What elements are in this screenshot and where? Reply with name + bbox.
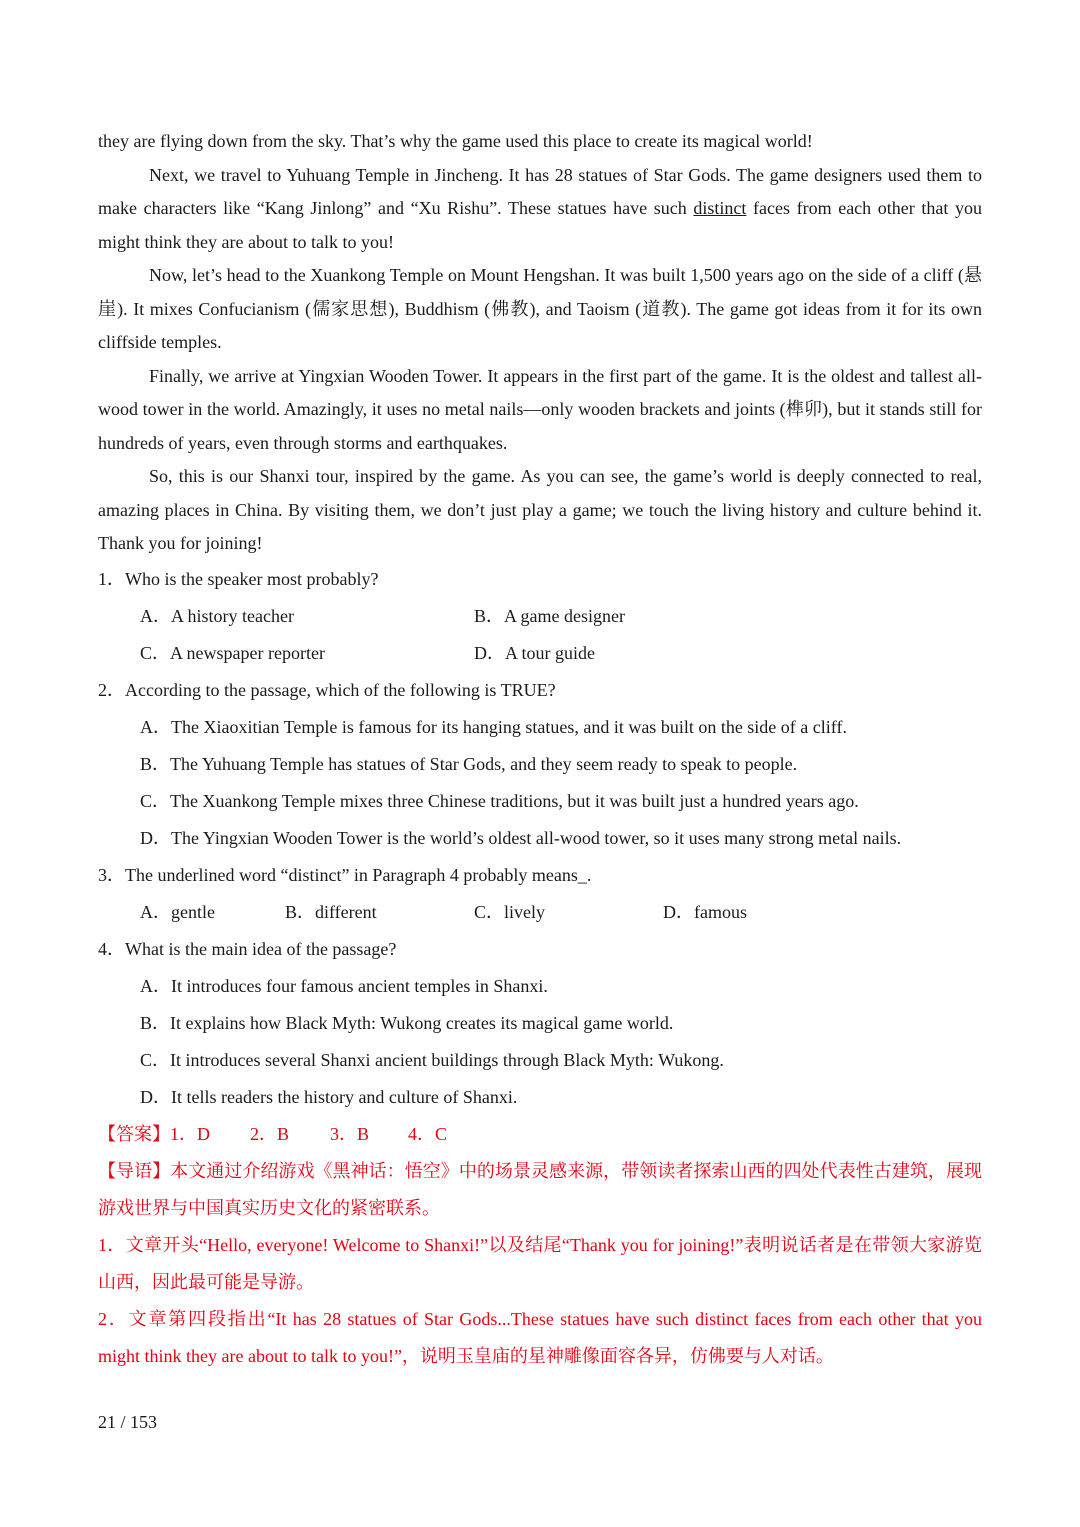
paragraph-text: Next, we travel to Yuhuang Temple in Jincheng. It has 28 statues of Star Gods. The game designers used them to make characters like “Kang Jinlong” and “Xu Rishu”. These statues have such xyxy=(98,164,982,218)
question-2-option-d: D．The Yingxian Wooden Tower is the world’s oldest all-wood tower, so it uses many strong metal nails. xyxy=(140,827,902,848)
page-number: 21 / 153 xyxy=(98,1412,158,1432)
answer-label: 【答案】 xyxy=(98,1123,170,1144)
question-2-option-a: A．The Xiaoxitian Temple is famous for its hanging statues, and it was built on the side of a cliff. xyxy=(140,716,847,737)
passage-paragraph-xuankong: Now, let’s head to the Xuankong Temple on Mount Hengshan. It was built 1,500 years ago on the side of a cliff (悬崖). It mixes Confucianism (儒家思想), Buddhism (佛教), and Taoism (道教). The game got ideas from it for its own cliffside temples. xyxy=(98,265,982,352)
question-4-option-c: C．It introduces several Shanxi ancient buildings through Black Myth: Wukong. xyxy=(140,1049,724,1070)
question-4-stem: 4．What is the main idea of the passage? xyxy=(98,938,397,959)
question-4-option-a: A．It introduces four famous ancient temples in Shanxi. xyxy=(140,975,548,996)
answer-line xyxy=(98,1116,982,1153)
question-3-option-c: C．lively xyxy=(474,901,545,922)
question-4-option-b: B．It explains how Black Myth: Wukong creates its magical game world. xyxy=(140,1012,674,1033)
question-1-option-b: B．A game designer xyxy=(474,605,625,626)
guide-paragraph xyxy=(98,1153,982,1227)
passage-paragraph-continued: they are flying down from the sky. That’s why the game used this place to create its magical world! xyxy=(98,131,813,151)
question-2-option-b: B．The Yuhuang Temple has statues of Star Gods, and they seem ready to speak to people. xyxy=(140,753,798,774)
question-3-option-d: D．famous xyxy=(663,901,747,922)
explanation-2: 2．文章第四段指出“It has 28 statues of Star Gods...These statues have such distinct faces from each other that you might think they are about to talk to you!”，说明玉皇庙的星神雕像面容各异，仿佛要与人对话。 xyxy=(98,1308,982,1366)
passage-paragraph-yuhuang xyxy=(98,159,982,260)
document-body xyxy=(98,125,982,1375)
question-3-option-b: B．different xyxy=(285,901,377,922)
question-3-stem: 3．The underlined word “distinct” in Paragraph 4 probably means_. xyxy=(98,864,592,885)
question-3-options-row xyxy=(98,894,982,931)
answer-item-1: 1．D xyxy=(170,1123,210,1144)
answer-item-2: 2．B xyxy=(250,1123,290,1144)
question-1-option-a: A．A history teacher xyxy=(140,605,294,626)
paragraph-text: faces from each other that you might think they are about to talk to you! xyxy=(98,198,982,252)
answer-item-3: 3．B xyxy=(330,1123,370,1144)
guide-text: 本文通过介绍游戏《黑神话：悟空》中的场景灵感来源，带领读者探索山西的四处代表性古建筑，展现游戏世界与中国真实历史文化的紧密联系。 xyxy=(98,1160,983,1218)
guide-label: 【导语】 xyxy=(98,1160,171,1181)
answer-item-4: 4．C xyxy=(408,1123,448,1144)
question-1-option-d: D．A tour guide xyxy=(474,642,595,663)
underlined-word-distinct: distinct xyxy=(693,198,747,218)
explanation-1: 1．文章开头“Hello, everyone! Welcome to Shanxi!”以及结尾“Thank you for joining!”表明说话者是在带领大家游览山西，因此最可能是导游。 xyxy=(98,1234,982,1292)
question-2-option-c: C．The Xuankong Temple mixes three Chinese traditions, but it was built just a hundred years ago. xyxy=(140,790,859,811)
question-2-stem: 2．According to the passage, which of the following is TRUE? xyxy=(98,679,556,700)
question-1-options-row-2 xyxy=(98,635,982,672)
question-1-option-c: C．A newspaper reporter xyxy=(140,642,325,663)
passage-paragraph-yingxian: Finally, we arrive at Yingxian Wooden Tower. It appears in the first part of the game. It is the oldest and tallest all-wood tower in the world. Amazingly, it uses no metal nails—only wooden brackets and joints (榫卯), but it stands still for hundreds of years, even through storms and earthquakes. xyxy=(98,365,982,453)
question-3-option-a: A．gentle xyxy=(140,901,215,922)
question-1-options-row-1 xyxy=(98,598,982,635)
question-1-stem: 1．Who is the speaker most probably? xyxy=(98,568,379,589)
passage-paragraph-conclusion: So, this is our Shanxi tour, inspired by the game. As you can see, the game’s world is deeply connected to real, amazing places in China. By visiting them, we don’t just play a game; we touch the living history and culture behind it. Thank you for joining! xyxy=(98,466,982,553)
question-4-option-d: D．It tells readers the history and culture of Shanxi. xyxy=(140,1086,518,1107)
